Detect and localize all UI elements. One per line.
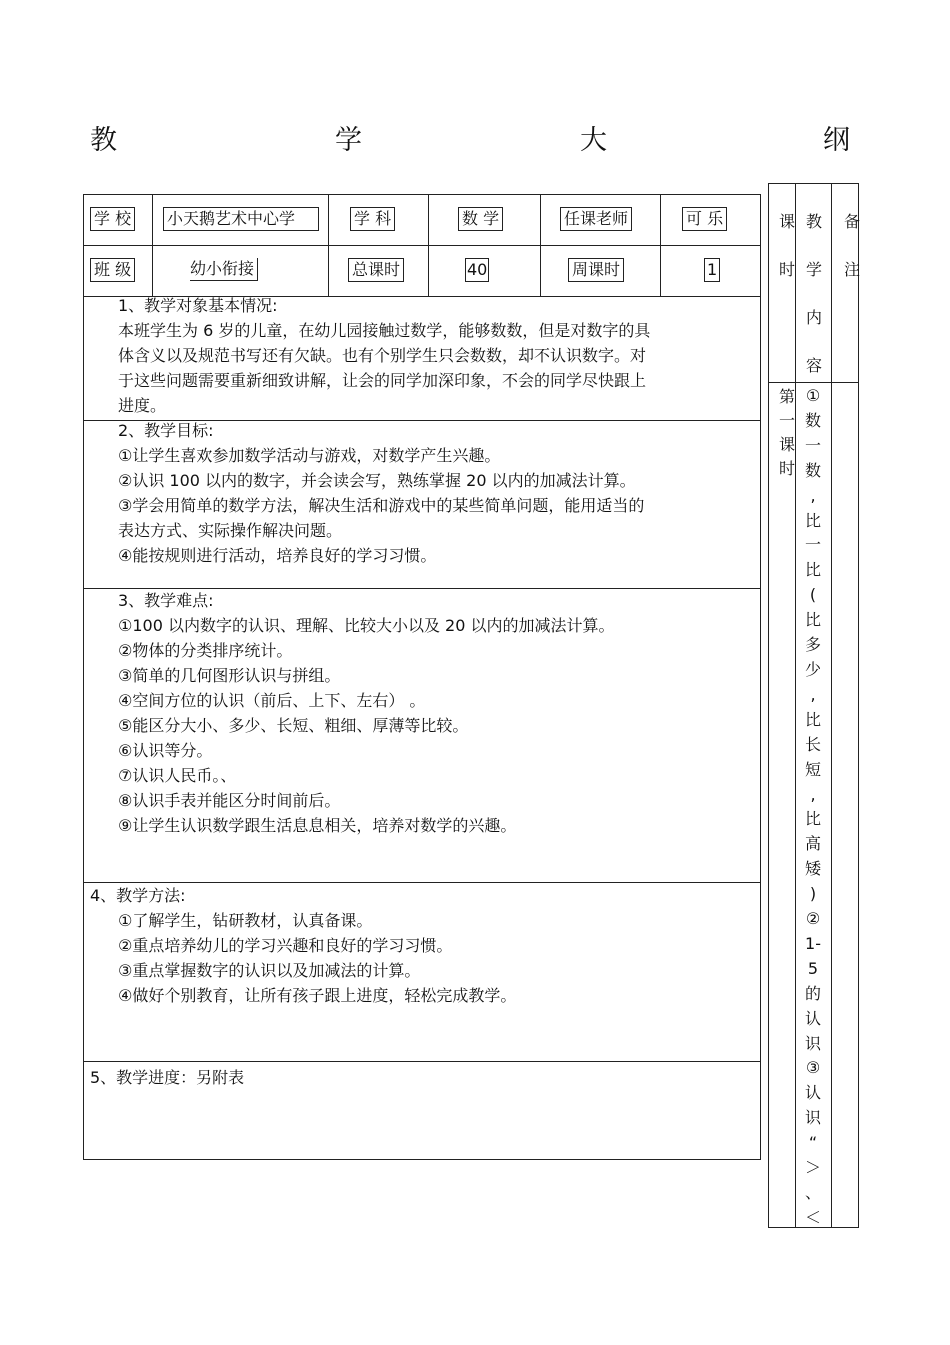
section-line: ②认识 100 以内的数字，并会读会写，熟练掌握 20 以内的加减法计算。 [118,471,636,490]
title-char: 纲 [823,125,850,156]
section-line: ④空间方位的认识（前后、上下、左右） 。 [118,691,426,710]
section-line: ⑦认识人民币。、 [118,766,237,785]
section-line: ④能按规则进行活动，培养良好的学习习惯。 [118,546,437,565]
school-label: 学 校 [90,207,135,231]
total-hours-value: 40 [465,258,489,282]
content-char: , [810,684,816,704]
section-line: ①让学生喜欢参加数学活动与游戏，对数学产生兴趣。 [118,446,501,465]
weekly-hours-value: 1 [704,258,720,282]
section-heading: 2、教学目标: [118,421,214,440]
section-line: 于这些问题需要重新细致讲解，让会的同学加深印象，不会的同学尽快跟上 [118,371,647,390]
content-char: 长 [804,734,821,754]
section-line: 体含义以及规范书写还有欠缺。也有个别学生只会数数，却不认识数字。对 [118,346,647,365]
content-char: ) [809,884,817,904]
section-methods [90,883,516,1008]
section-line: ②物体的分类排序统计。 [118,641,293,660]
content-char: 多 [804,635,821,655]
section-line: ⑤能区分大小、多少、长短、粗细、厚薄等比较。 [118,716,469,735]
subject-value: 数 学 [458,207,503,231]
section-line: ③学会用简单的数学方法，解决生活和游戏中的某些简单问题，能用适当的 [118,496,645,515]
lesson-content [801,384,825,1231]
side-header-notes: 备 注 [843,212,860,279]
content-char: 认 [804,1083,821,1103]
section-goals [118,418,644,568]
section-line: 本班学生为 6 岁的儿童，在幼儿园接触过数学，能够数数，但是对数字的具 [118,321,651,340]
side-header-period: 课 时 [778,212,795,279]
total-hours-label: 总课时 [348,258,404,282]
section-line: ⑨让学生认识数学跟生活息息相关，培养对数学的兴趣。 [118,816,517,835]
teacher-value: 可 乐 [682,207,727,231]
content-char: 比 [804,560,821,580]
section-line: ⑥认识等分。 [118,741,213,760]
class-value: 幼小衔接 [190,258,258,281]
content-char: , [810,485,816,505]
section-line: ①100 以内数字的认识、理解、比较大小以及 20 以内的加减法计算。 [118,616,615,635]
section-basics [118,293,650,418]
title-char: 大 [580,125,607,156]
section-heading: 3、教学难点: [118,591,214,610]
content-char: ② [805,909,821,929]
content-char: 比 [804,510,821,530]
content-char: 数 [804,410,821,430]
side-header-content: 教 学 内 容 [805,212,822,375]
content-char: 比 [804,610,821,630]
content-char: 一 [804,535,821,555]
content-char: 比 [804,709,821,729]
content-char: “ [808,1133,818,1153]
section-line: 表达方式、实际操作解决问题。 [118,521,343,540]
section-line: 进度。 [118,396,167,415]
content-char: ③ [805,1058,821,1078]
section-heading: 5、教学进度：另附表 [90,1068,245,1087]
content-char: 识 [804,1033,821,1053]
section-difficulties [118,588,615,838]
title-char: 学 [335,125,362,156]
section-line: ③重点掌握数字的认识以及加减法的计算。 [118,961,421,980]
section-line: ②重点培养幼儿的学习兴趣和良好的学习习惯。 [118,936,453,955]
class-label: 班 级 [90,258,135,282]
content-char: 短 [804,759,821,779]
section-line: ⑧认识手表并能区分时间前后。 [118,791,341,810]
weekly-hours-label: 周课时 [568,258,624,282]
content-char: 一 [804,435,821,455]
content-char: ① [805,386,821,405]
content-char: 比 [804,809,821,829]
content-char: 认 [804,1008,821,1028]
content-char: 1- [805,933,821,953]
content-char: 的 [804,983,821,1003]
content-char: 5 [807,958,819,978]
content-char: 、 [804,1183,821,1202]
content-char: 少 [804,659,821,679]
title-char: 教 [90,125,117,156]
section-line: ①了解学生，钻研教材，认真备课。 [118,911,373,930]
school-value: 小天鹅艺术中心学 [163,207,319,231]
section-progress [90,1065,244,1090]
content-char: 矮 [804,859,821,879]
content-char: 识 [804,1108,821,1128]
section-line: ③简单的几何图形认识与拼组。 [118,666,341,685]
content-char: ＞ [804,1158,821,1178]
section-heading: 4、教学方法: [90,886,186,905]
lesson-label: 第 一 课 时 [778,387,795,478]
section-line: ④做好个别教育，让所有孩子跟上进度，轻松完成教学。 [118,986,517,1005]
content-char: 高 [804,834,821,854]
content-char: , [810,784,816,804]
content-char: 数 [804,460,821,480]
section-heading: 1、教学对象基本情况: [118,296,278,315]
content-char: ＜ [804,1207,821,1227]
teacher-label: 任课老师 [560,207,632,231]
subject-label: 学 科 [350,207,395,231]
content-char: ( [809,585,817,605]
